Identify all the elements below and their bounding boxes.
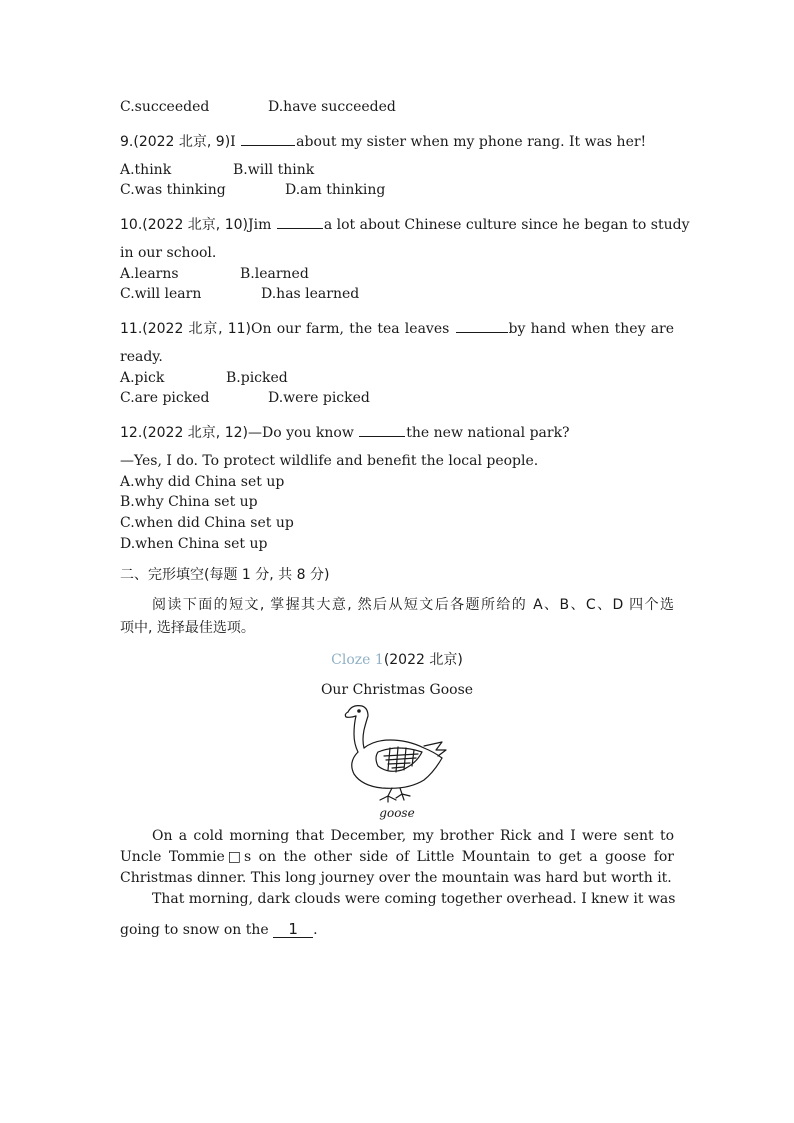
q12-blank[interactable] bbox=[359, 422, 405, 437]
q12-stem-before: —Do you know bbox=[247, 425, 359, 441]
q11-stem bbox=[120, 318, 674, 338]
q10-stem bbox=[120, 214, 690, 234]
goose-drawing bbox=[338, 700, 450, 804]
q11-stem-after: by hand when they are bbox=[508, 321, 675, 337]
q12-stem-after: the new national park? bbox=[406, 425, 570, 441]
cloze-line2-after: . bbox=[313, 922, 318, 938]
cloze-paragraph-1: On a cold morning that December, my brother Rick and I were sent to Uncle Tommie□s on the other side of Little Mountain to get a goose for Christmas dinner. This long journey over the mountain was hard but worth it. bbox=[120, 828, 674, 886]
cloze-heading bbox=[0, 651, 794, 669]
q8-option-c: C.succeeded bbox=[120, 99, 210, 115]
cloze-source: (2022 北京) bbox=[383, 652, 463, 668]
q9-stem-before: I bbox=[230, 134, 241, 150]
q10-option-b: B.learned bbox=[240, 266, 309, 282]
cloze-paragraph-2-line1: That morning, dark clouds were coming together overhead. I knew it was bbox=[152, 891, 676, 907]
q10-option-c: C.will learn bbox=[120, 286, 202, 302]
q9-option-a: A.think bbox=[120, 162, 172, 178]
q10-blank[interactable] bbox=[277, 214, 323, 229]
q12-option-a: A.why did China set up bbox=[120, 474, 285, 490]
goose-caption: goose bbox=[379, 806, 415, 820]
cloze-blank-1[interactable]: 1 bbox=[273, 921, 313, 938]
q12-option-b: B.why China set up bbox=[120, 494, 258, 510]
cloze-label: Cloze 1 bbox=[331, 652, 384, 668]
q12-option-c: C.when did China set up bbox=[120, 515, 294, 531]
section-instruction-line2: 项中, 选择最佳选项。 bbox=[120, 620, 255, 636]
q12-stem bbox=[120, 422, 570, 442]
q9-stem bbox=[120, 131, 646, 151]
section-instruction-line1: 阅读下面的短文, 掌握其大意, 然后从短文后各题所给的 A、B、C、D 四个选 bbox=[152, 597, 674, 613]
q12-option-d: D.when China set up bbox=[120, 536, 268, 552]
q10-stem-before: Jim bbox=[247, 217, 276, 233]
q11-option-b: B.picked bbox=[226, 370, 288, 386]
q11-option-c: C.are picked bbox=[120, 390, 210, 406]
section-heading: 二、完形填空(每题 1 分, 共 8 分) bbox=[120, 567, 330, 583]
cloze-paragraph-2-line2 bbox=[120, 921, 318, 939]
q11-source: 11.(2022 北京, 11) bbox=[120, 321, 252, 337]
cloze-line2-before: going to snow on the bbox=[120, 922, 274, 938]
q10-stem-cont: in our school. bbox=[120, 245, 217, 261]
q9-source: 9.(2022 北京, 9) bbox=[120, 134, 231, 150]
q10-source: 10.(2022 北京, 10) bbox=[120, 217, 248, 233]
q12-source: 12.(2022 北京, 12) bbox=[120, 425, 248, 441]
q11-option-d: D.were picked bbox=[268, 390, 370, 406]
q11-blank[interactable] bbox=[456, 318, 508, 333]
q12-reply: —Yes, I do. To protect wildlife and benefit the local people. bbox=[120, 453, 539, 469]
q11-stem-before: On our farm, the tea leaves bbox=[251, 321, 455, 337]
cloze-title: Our Christmas Goose bbox=[320, 682, 474, 698]
q10-option-a: A.learns bbox=[120, 266, 179, 282]
q9-stem-after: about my sister when my phone rang. It was her! bbox=[296, 134, 647, 150]
q10-stem-after: a lot about Chinese culture since he began to study bbox=[323, 217, 690, 233]
q9-option-d: D.am thinking bbox=[285, 182, 386, 198]
goose-illustration bbox=[338, 700, 450, 804]
q9-blank[interactable] bbox=[241, 131, 295, 146]
q8-option-d: D.have succeeded bbox=[268, 99, 396, 115]
q9-option-c: C.was thinking bbox=[120, 182, 226, 198]
q11-option-a: A.pick bbox=[120, 370, 165, 386]
q11-stem-cont: ready. bbox=[120, 349, 163, 365]
q9-option-b: B.will think bbox=[233, 162, 315, 178]
q10-option-d: D.has learned bbox=[261, 286, 360, 302]
